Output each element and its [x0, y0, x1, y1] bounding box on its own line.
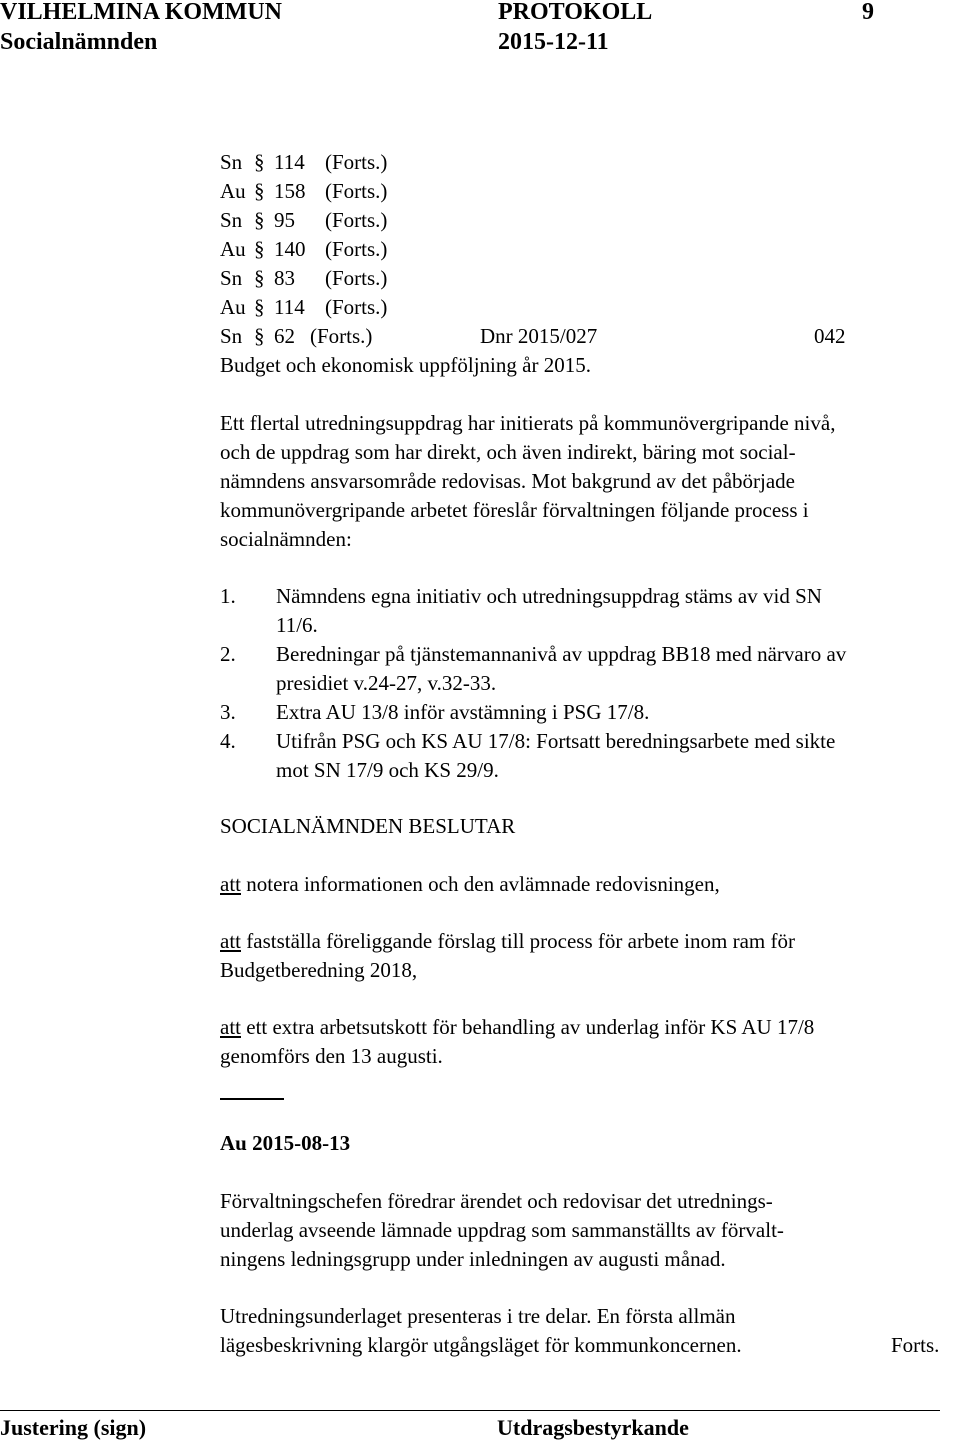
au-line: Förvaltningschefen föredrar ärendet och redovisar det utrednings-	[220, 1189, 773, 1213]
reference-note: (Forts.)	[310, 324, 373, 348]
list-item-text: presidiet v.24-27, v.32-33.	[276, 671, 497, 695]
reference-number: 62	[274, 324, 295, 348]
list-item-number: 1.	[220, 584, 236, 608]
continued-marker: Forts.	[891, 1333, 940, 1357]
au-line: lägesbeskrivning klargör utgångsläget för kommunkoncernen.	[220, 1333, 742, 1357]
decision-item	[220, 1013, 814, 1042]
att-keyword: att	[220, 872, 241, 896]
header-org: VILHELMINA KOMMUN	[0, 0, 282, 25]
subject-title: Budget och ekonomisk uppföljning år 2015.	[220, 353, 591, 377]
reference-note: (Forts.)	[325, 179, 388, 203]
att-keyword: att	[220, 1015, 241, 1039]
list-item-text: Nämndens egna initiativ och utredningsuppdrag stäms av vid SN	[276, 584, 822, 608]
footer-rule	[0, 1410, 940, 1411]
decision-item	[220, 870, 720, 899]
intro-line: socialnämnden:	[220, 527, 352, 551]
footer-extract-label: Utdragsbestyrkande	[497, 1415, 689, 1440]
intro-line: kommunövergripande arbetet föreslår förvaltningen följande process i	[220, 498, 809, 522]
decision-text: Budgetberedning 2018,	[220, 958, 418, 982]
intro-line: och de uppdrag som har direkt, och även indirekt, bäring mot social-	[220, 440, 796, 464]
list-item-number: 2.	[220, 642, 236, 666]
section-mark: §	[254, 237, 265, 261]
reference-number: 83	[274, 266, 295, 290]
reference-body: Sn	[220, 208, 243, 232]
decision-text: ett extra arbetsutskott för behandling av underlag inför KS AU 17/8	[246, 1015, 815, 1039]
au-line: underlag avseende lämnade uppdrag som sammanställts av förvalt-	[220, 1218, 784, 1242]
reference-note: (Forts.)	[325, 208, 388, 232]
reference-body: Au	[220, 179, 246, 203]
reference-number: 158	[274, 179, 306, 203]
reference-number: 140	[274, 237, 306, 261]
reference-note: (Forts.)	[325, 150, 388, 174]
section-mark: §	[254, 295, 265, 319]
reference-note: (Forts.)	[325, 295, 388, 319]
intro-line: Ett flertal utredningsuppdrag har initierats på kommunövergripande nivå,	[220, 411, 836, 435]
list-item-text: mot SN 17/9 och KS 29/9.	[276, 758, 499, 782]
list-item-text: Beredningar på tjänstemannanivå av uppdrag BB18 med närvaro av	[276, 642, 847, 666]
att-keyword: att	[220, 929, 241, 953]
reference-number: 114	[274, 150, 305, 174]
header-committee: Socialnämnden	[0, 29, 158, 55]
section-mark: §	[254, 150, 265, 174]
list-item-text: 11/6.	[276, 613, 318, 637]
dnr-label: Dnr 2015/027	[480, 324, 598, 348]
reference-body: Sn	[220, 266, 243, 290]
reference-number: 95	[274, 208, 295, 232]
list-item-text: Utifrån PSG och KS AU 17/8: Fortsatt beredningsarbete med sikte	[276, 729, 836, 753]
header-date: 2015-12-11	[498, 29, 609, 55]
decision-item	[220, 927, 795, 956]
reference-note: (Forts.)	[325, 266, 388, 290]
header-page-number: 9	[862, 0, 874, 25]
footer-signature-label: Justering (sign)	[0, 1415, 147, 1440]
au-line: ningens ledningsgrupp under inledningen av augusti månad.	[220, 1247, 726, 1271]
section-mark: §	[254, 208, 265, 232]
intro-line: nämndens ansvarsområde redovisas. Mot bakgrund av det påbörjade	[220, 469, 795, 493]
decision-text: notera informationen och den avlämnade redovisningen,	[246, 872, 720, 896]
decision-text: genomförs den 13 augusti.	[220, 1044, 443, 1068]
reference-note: (Forts.)	[325, 237, 388, 261]
section-mark: §	[254, 266, 265, 290]
section-mark: §	[254, 324, 265, 348]
header-doc-type: PROTOKOLL	[498, 0, 653, 25]
au-line: Utredningsunderlaget presenteras i tre delar. En första allmän	[220, 1304, 736, 1328]
dnr-code: 042	[814, 324, 846, 348]
list-item-text: Extra AU 13/8 inför avstämning i PSG 17/8.	[276, 700, 650, 724]
reference-body: Sn	[220, 324, 243, 348]
reference-body: Au	[220, 237, 246, 261]
au-heading: Au 2015-08-13	[220, 1131, 351, 1155]
list-item-number: 3.	[220, 700, 236, 724]
decision-text: fastställa föreliggande förslag till process för arbete inom ram för	[246, 929, 795, 953]
reference-body: Sn	[220, 150, 243, 174]
list-item-number: 4.	[220, 729, 236, 753]
decision-heading: SOCIALNÄMNDEN BESLUTAR	[220, 814, 516, 838]
section-mark: §	[254, 179, 265, 203]
separator-rule	[220, 1098, 284, 1100]
reference-number: 114	[274, 295, 305, 319]
reference-body: Au	[220, 295, 246, 319]
